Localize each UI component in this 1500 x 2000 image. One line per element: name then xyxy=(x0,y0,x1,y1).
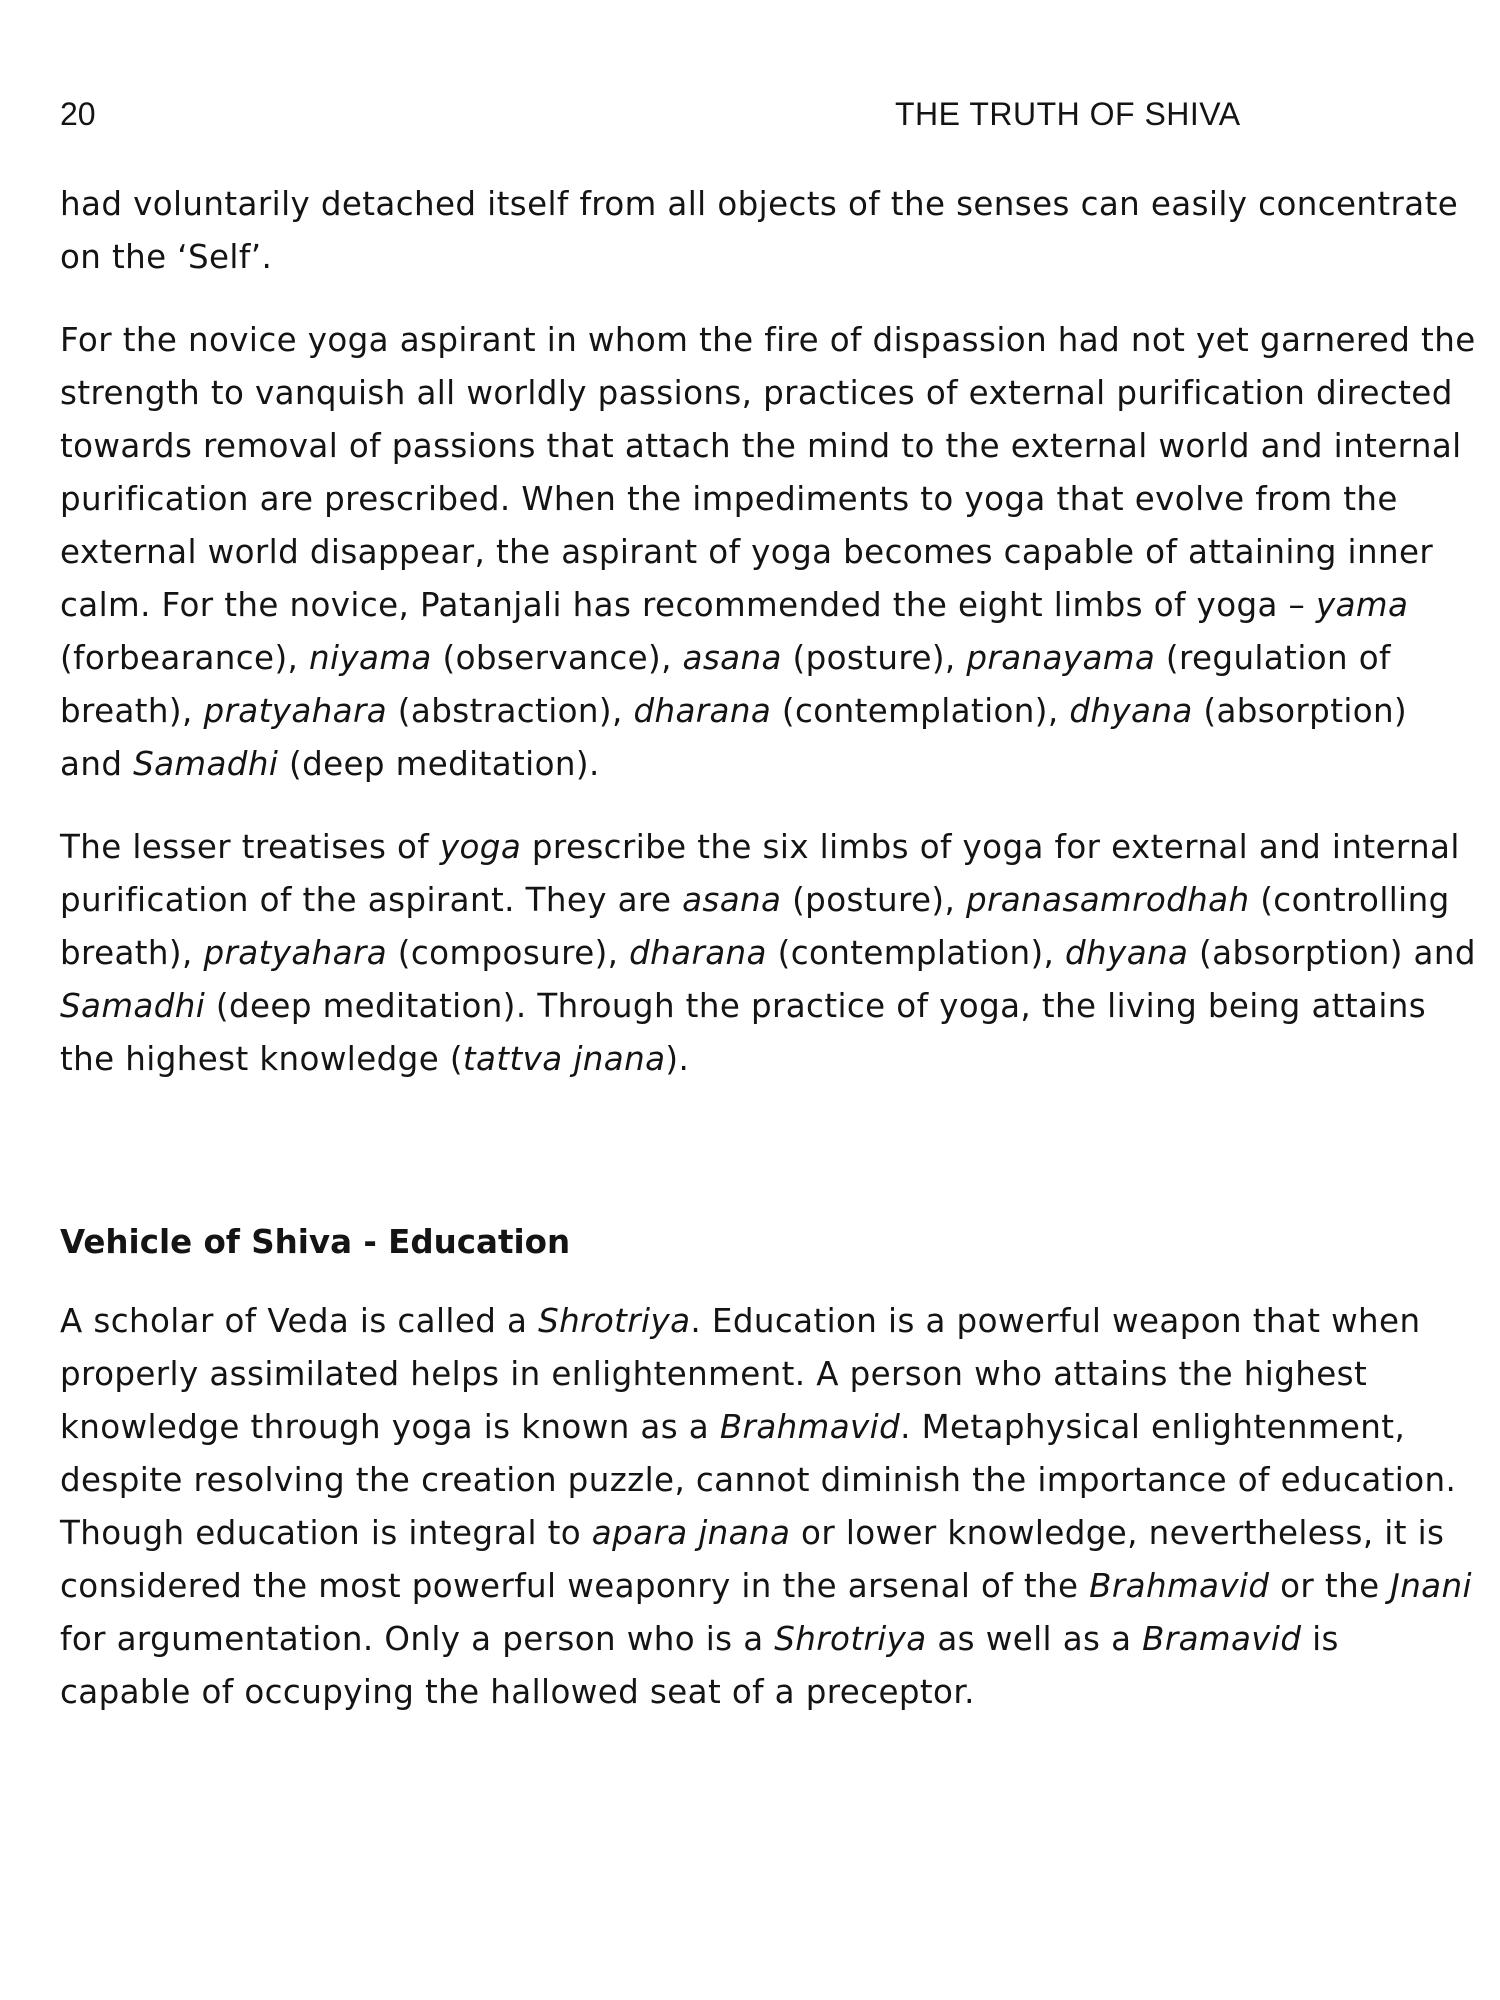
paragraph-1: had voluntarily detached itself from all objects of the senses can easily concentrate on the ‘Self’. xyxy=(60,185,1459,276)
paragraph-4: A scholar of Veda is called a Shrotriya. Education is a powerful weapon that when properly assimilated helps in enlightenment. A person who attains the highest knowledge through yoga is known as a Brahmavid. Metaphysical enlightenment, despite resolving the creation puzzle, cannot diminish the importance of education. Though education is integral to apara jnana or lower knowledge, nevertheless, it is considered the most powerful weaponry in the arsenal of the Brahmavid or the Jnani for argumentation. Only a person who is a Shrotriya as well as a Bramavid is capable of occupying the hallowed seat of a preceptor. xyxy=(60,1302,1472,1711)
term-asana: asana xyxy=(682,881,782,919)
page-number: 20 xyxy=(60,96,96,132)
paragraph-3: The lesser treatises of yoga prescribe the six limbs of yoga for external and internal purification of the aspirant. They are asana (posture), pranasamrodhah (controlling breath), pratyahara (composure), dharana (contemplation), dhyana (absorption) and Samadhi (deep meditation). Through the practice of yoga, the living being attains the highest knowledge (tattva jnana). xyxy=(60,828,1476,1078)
term-pratyahara: pratyahara xyxy=(203,692,388,730)
term-samadhi: Samadhi xyxy=(133,745,279,783)
section-heading: Vehicle of Shiva - Education xyxy=(60,1223,571,1261)
term-brahmavid: Brahmavid xyxy=(1089,1567,1270,1605)
term-niyama: niyama xyxy=(309,639,432,677)
term-dharana: dharana xyxy=(629,934,767,972)
paragraph-2: For the novice yoga aspirant in whom the fire of dispassion had not yet garnered the strength to vanquish all worldly passions, practices of external purification directed towards removal of passions that attach the mind to the external world and internal purification are prescribed. When the impediments to yoga that evolve from the external world disappear, the aspirant of yoga becomes capable of attaining inner calm. For the novice, Patanjali has recommended the eight limbs of yoga – yama (forbearance), niyama (observance), asana (posture), pranayama (regulation of breath), pratyahara (abstraction), dharana (contemplation), dhyana (absorption) and Samadhi (deep meditation). xyxy=(60,321,1476,783)
term-shrotriya: Shrotriya xyxy=(774,1620,927,1658)
term-dhyana: dhyana xyxy=(1065,934,1189,972)
term-brahmavid: Brahmavid xyxy=(719,1408,901,1446)
term-samadhi: Samadhi xyxy=(60,987,206,1025)
running-title: THE TRUTH OF SHIVA xyxy=(895,96,1241,132)
term-yoga: yoga xyxy=(439,828,522,866)
term-pratyahara: pratyahara xyxy=(203,934,388,972)
term-yama: yama xyxy=(1315,586,1409,624)
term-pranasamrodhah: pranasamrodhah xyxy=(965,881,1250,919)
term-shrotriya: Shrotriya xyxy=(538,1302,691,1340)
term-pranayama: pranayama xyxy=(966,639,1156,677)
term-tattva-jnana: tattva jnana xyxy=(462,1040,666,1078)
page-header xyxy=(60,96,1320,136)
term-asana: asana xyxy=(682,639,782,677)
term-bramavid: Bramavid xyxy=(1142,1620,1302,1658)
term-dhyana: dhyana xyxy=(1069,692,1193,730)
term-apara-jnana: apara jnana xyxy=(591,1514,791,1552)
body-text xyxy=(60,178,1480,1719)
term-jnani: Jnani xyxy=(1390,1567,1472,1605)
term-dharana: dharana xyxy=(633,692,772,730)
